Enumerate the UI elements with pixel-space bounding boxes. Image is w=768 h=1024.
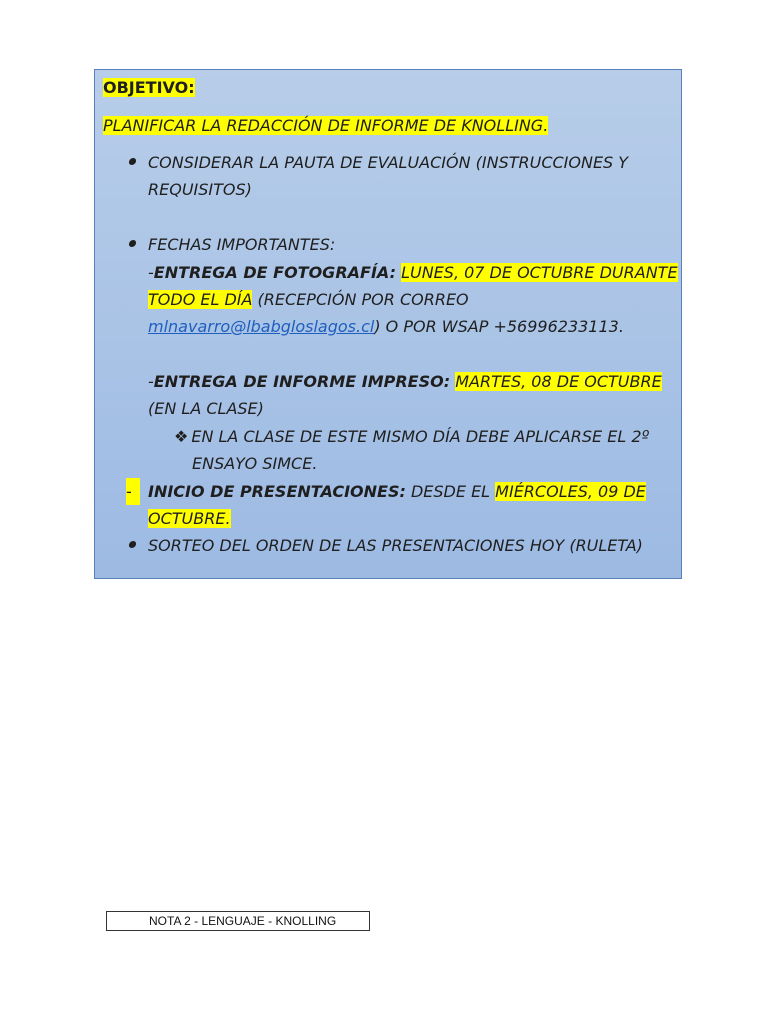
dash-marker: -: [126, 478, 140, 505]
objective-heading: OBJETIVO:: [103, 78, 195, 97]
item3-line2: OCTUBRE.: [148, 509, 231, 528]
foto-label: ENTREGA DE FOTOGRAFÍA:: [153, 263, 396, 282]
footer-label-box: NOTA 2 - LENGUAJE - KNOLLING: [106, 911, 370, 931]
foto-line1: -ENTREGA DE FOTOGRAFÍA: LUNES, 07 DE OCTUBRE DURANTE: [148, 263, 678, 282]
informe-label: ENTREGA DE INFORME IMPRESO:: [153, 372, 451, 391]
item1-line1: CONSIDERAR LA PAUTA DE EVALUACIÓN (INSTRUCCIONES Y: [148, 153, 629, 172]
diamond-bullet-icon: ❖: [174, 427, 189, 446]
email-link[interactable]: mlnavarro@lbabgloslagos.cl: [148, 317, 375, 336]
presentaciones-label: INICIO DE PRESENTACIONES:: [148, 482, 406, 501]
sub-bullet-line1: ❖ EN LA CLASE DE ESTE MISMO DÍA DEBE APLICARSE EL 2º: [174, 427, 650, 446]
informe-date: MARTES, 08 DE OCTUBRE: [455, 372, 662, 391]
item3-line1: INICIO DE PRESENTACIONES: DESDE EL MIÉRCOLES, 09 DE: [148, 482, 646, 501]
plan-line: PLANIFICAR LA REDACCIÓN DE INFORME DE KNOLLING.: [103, 116, 549, 135]
foto-line3: mlnavarro@lbabgloslagos.cl) O POR WSAP +56996233113.: [148, 317, 624, 336]
item4-line: SORTEO DEL ORDEN DE LAS PRESENTACIONES HOY (RULETA): [148, 536, 643, 555]
foto-date: LUNES, 07 DE OCTUBRE DURANTE: [401, 263, 678, 282]
foto-line2: TODO EL DÍA (RECEPCIÓN POR CORREO: [148, 290, 469, 309]
item1-line2: REQUISITOS): [148, 180, 252, 199]
item2-heading: FECHAS IMPORTANTES:: [148, 235, 336, 254]
sub-bullet-line2: ENSAYO SIMCE.: [192, 454, 318, 473]
informe-line1: -ENTREGA DE INFORME IMPRESO: MARTES, 08 DE OCTUBRE: [148, 372, 662, 391]
informe-line2: (EN LA CLASE): [148, 399, 264, 418]
